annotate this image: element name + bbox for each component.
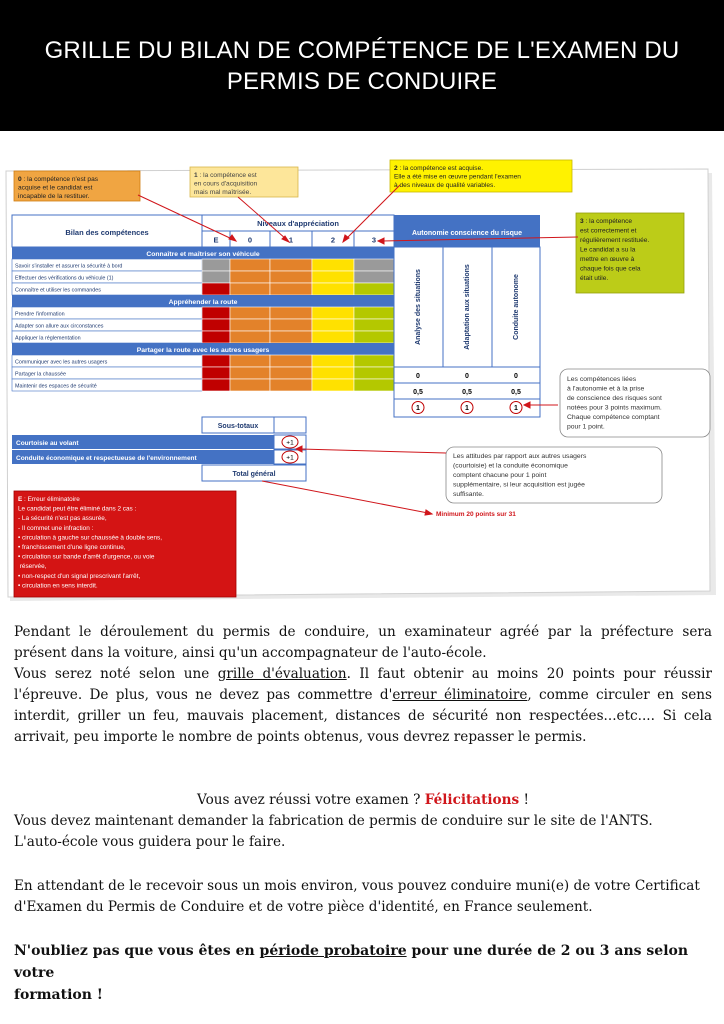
level-header-1: 1 [288, 235, 294, 245]
level-cell [312, 379, 354, 391]
p1-line4-b: , comme circuler en sens [527, 687, 712, 703]
p4-line2: formation ! [14, 987, 103, 1003]
minimum-points-note: Minimum 20 points sur 31 [436, 511, 516, 518]
level-cell [230, 331, 270, 343]
autonomy-value: 0 [465, 373, 469, 380]
natt-text: Les attitudes par rapport aux autres usagers (courtoisie) et la conduite économique comptent chacune pour 1 point supplémentaire, si leur acquisition est jugée suffisante. [453, 453, 587, 498]
note-attitudes [446, 447, 662, 503]
congratulations-text: Félicitations [424, 792, 520, 808]
level-cell [270, 259, 312, 271]
evaluation-grid-figure [0, 155, 724, 615]
subtotal-label: Sous-totaux [217, 423, 259, 430]
level-cell [354, 355, 394, 367]
level-cell [354, 331, 394, 343]
level-cell [312, 259, 354, 271]
nelim-text: E : Erreur éliminatoire Le candidat peut être éliminé dans 2 cas : - La sécurité n'est pas assurée, - Il commet une infraction : • circulation à gauche sur chaussée à double sens, • franchissement d'une ligne continue, • circulation sur bande d'arrêt d'urgence, ou voie réservée, • non-respect d'un signal prescrivant l'arrêt, • circulation en sens interdit. [18, 496, 162, 590]
p3-line2: d'Examen du Permis de Conduire et de votre pièce d'identité, en France seulement. [14, 899, 593, 915]
p1-line1: Pendant le déroulement du permis de conduire, un examinateur agréé par la préfecture sera [14, 624, 712, 640]
level-cell [270, 331, 312, 343]
p2-line1 [14, 790, 712, 811]
level-cell [270, 283, 312, 295]
level-cell [202, 319, 230, 331]
autonomy-value: 0 [514, 373, 518, 380]
paragraph-waiting [14, 876, 712, 918]
note-level-2 [390, 160, 572, 192]
level-cell [202, 331, 230, 343]
autonomy-value: 0,5 [462, 389, 472, 396]
p1-line4-a: l'épreuve. De plus, vous ne devez pas commettre d' [14, 687, 393, 703]
header-title-line1: GRILLE DU BILAN DE COMPÉTENCE DE L'EXAMEN DU [44, 36, 680, 64]
p1-line6: arrivait, peu importe le nombre de points obtenus, vous devrez repasser le permis. [14, 729, 587, 745]
courtesy-label: Courtoisie au volant [16, 440, 79, 447]
level-cell [202, 367, 230, 379]
p2-line1-b: ! [519, 792, 529, 808]
level-cell [354, 367, 394, 379]
header-title-line2: PERMIS DE CONDUIRE [226, 67, 498, 95]
probation-period-link[interactable]: période probatoire [259, 943, 407, 959]
p1-line2: présent dans la voiture, ainsi qu'un accompagnateur de l'auto-école. [14, 645, 487, 661]
p2-line1-a: Vous avez réussi votre examen ? [197, 792, 425, 808]
autonomy-value: 1 [416, 405, 420, 412]
evaluation-grid-link[interactable]: grille d'évaluation [217, 666, 347, 682]
eco-bonus: +1 [286, 454, 294, 462]
n0-text: 0 : la compétence n'est pas acquise et le candidat est incapable de la restituer. [18, 176, 99, 200]
level-cell [230, 283, 270, 295]
level-cell [312, 355, 354, 367]
p2-line3: L'auto-école vous guidera pour le faire. [14, 834, 286, 850]
level-cell [354, 283, 394, 295]
level-cell [230, 355, 270, 367]
n1-text: 1 : la compétence est en cours d'acquisition mais mal maîtrisée. [194, 172, 258, 196]
section-title-2: Partager la route avec les autres usagers [136, 347, 270, 354]
total-label: Total général [232, 471, 276, 478]
level-header-2: 2 [330, 235, 336, 245]
level-cell [230, 379, 270, 391]
autonomy-value: 1 [465, 405, 469, 412]
eco-driving-label: Conduite économique et respectueuse de l'environnement [16, 455, 197, 462]
competence-row-label: Appliquer la réglementation [15, 335, 81, 342]
level-cell [312, 331, 354, 343]
level-header-E: E [213, 235, 219, 245]
level-cell [202, 307, 230, 319]
level-cell [312, 283, 354, 295]
level-cell [270, 355, 312, 367]
p1-line3-b: . Il faut obtenir au moins 20 points pour réussir [346, 666, 712, 682]
p4-line1 [14, 940, 712, 984]
competence-row-label: Communiquer avec les autres usagers [15, 359, 108, 366]
level-cell [270, 271, 312, 283]
p1-line3 [14, 664, 712, 685]
note-eliminatory-error [14, 491, 236, 597]
note-autonomy-risk [560, 369, 710, 437]
p1-line3-a: Vous serez noté selon une [14, 666, 218, 682]
level-cell [202, 355, 230, 367]
competence-row-label: Partager la chaussée [15, 371, 66, 378]
note-level-1 [190, 167, 298, 197]
autonomy-col-label: Conduite autonome [513, 274, 520, 340]
level-cell [202, 379, 230, 391]
paragraph-exam-rules [14, 622, 712, 748]
p4-line1-b: pour une durée de 2 ou 3 ans selon votre [14, 943, 689, 981]
level-cell [230, 307, 270, 319]
eliminatory-error-link[interactable]: erreur éliminatoire [392, 687, 528, 703]
level-cell [312, 307, 354, 319]
note-level-3 [576, 213, 684, 293]
level-cell [230, 259, 270, 271]
level-cell [270, 307, 312, 319]
p1-line5: interdit, griller un feu, mauvais placement, distances de sécurité non respectées...etc.... Si cela [14, 708, 712, 724]
p4-line1-a: N'oubliez pas que vous êtes en [14, 943, 260, 959]
n3-text: 3 : la compétence est correctement et régulièrement restituée. Le candidat a su la mettre en œuvre à chaque fois que cela était utile. [580, 218, 650, 282]
level-cell [354, 307, 394, 319]
page-header [0, 0, 724, 131]
level-cell [230, 319, 270, 331]
autonomy-value: 0,5 [511, 389, 521, 396]
competence-row-label: Adapter son allure aux circonstances [15, 323, 104, 330]
competence-row-label: Savoir s'installer et assurer la sécurité à bord [15, 263, 123, 270]
courtesy-bonus: +1 [286, 439, 294, 447]
competence-row-label: Maintenir des espaces de sécurité [15, 383, 97, 390]
levels-title: Niveaux d'appréciation [257, 219, 339, 228]
autonomy-title: Autonomie conscience du risque [411, 230, 523, 237]
p2-line2: Vous devez maintenant demander la fabrication de permis de conduire sur le site de l'ANTS. [14, 813, 653, 829]
competence-row-label: Effectuer des vérifications du véhicule (1) [15, 275, 114, 282]
level-cell [354, 319, 394, 331]
level-cell [354, 259, 394, 271]
level-cell [354, 379, 394, 391]
autonomy-col-label: Adaptation aux situations [464, 264, 471, 350]
nrisk-text: Les compétences liées à l'autonomie et à la prise de conscience des risques sont notées pour 3 points maximum. Chaque compétence comptant pour 1 point. [567, 376, 662, 431]
section-title-0: Connaître et maîtriser son véhicule [146, 251, 260, 258]
level-cell [270, 319, 312, 331]
grid-title: Bilan des compétences [65, 228, 149, 237]
paragraph-probation [14, 940, 712, 1006]
paragraph-success [14, 790, 712, 853]
level-cell [230, 271, 270, 283]
level-cell [230, 367, 270, 379]
n2-text: 2 : la compétence est acquise. Elle a été mise en œuvre pendant l'examen à des niveaux de qualité variables. [394, 165, 521, 189]
competence-row-label: Prendre l'information [15, 311, 65, 318]
level-cell [270, 367, 312, 379]
level-cell [270, 379, 312, 391]
level-cell [312, 367, 354, 379]
competence-row-label: Connaître et utiliser les commandes [15, 287, 101, 294]
autonomy-value: 0 [416, 373, 420, 380]
level-cell [312, 271, 354, 283]
level-cell [202, 271, 230, 283]
section-title-1: Appréhender la route [168, 299, 238, 306]
level-header-0: 0 [247, 235, 253, 245]
level-cell [202, 283, 230, 295]
level-cell [354, 271, 394, 283]
p3-line1: En attendant de le recevoir sous un mois environ, vous pouvez conduire muni(e) de votre Certificat [14, 878, 700, 894]
level-header-3: 3 [371, 235, 377, 245]
p1-line4 [14, 685, 712, 706]
level-cell [312, 319, 354, 331]
level-cell [202, 259, 230, 271]
autonomy-value: 0,5 [413, 389, 423, 396]
autonomy-value: 1 [514, 405, 518, 412]
autonomy-col-label: Analyse des situations [415, 269, 422, 345]
note-level-0 [14, 171, 140, 201]
